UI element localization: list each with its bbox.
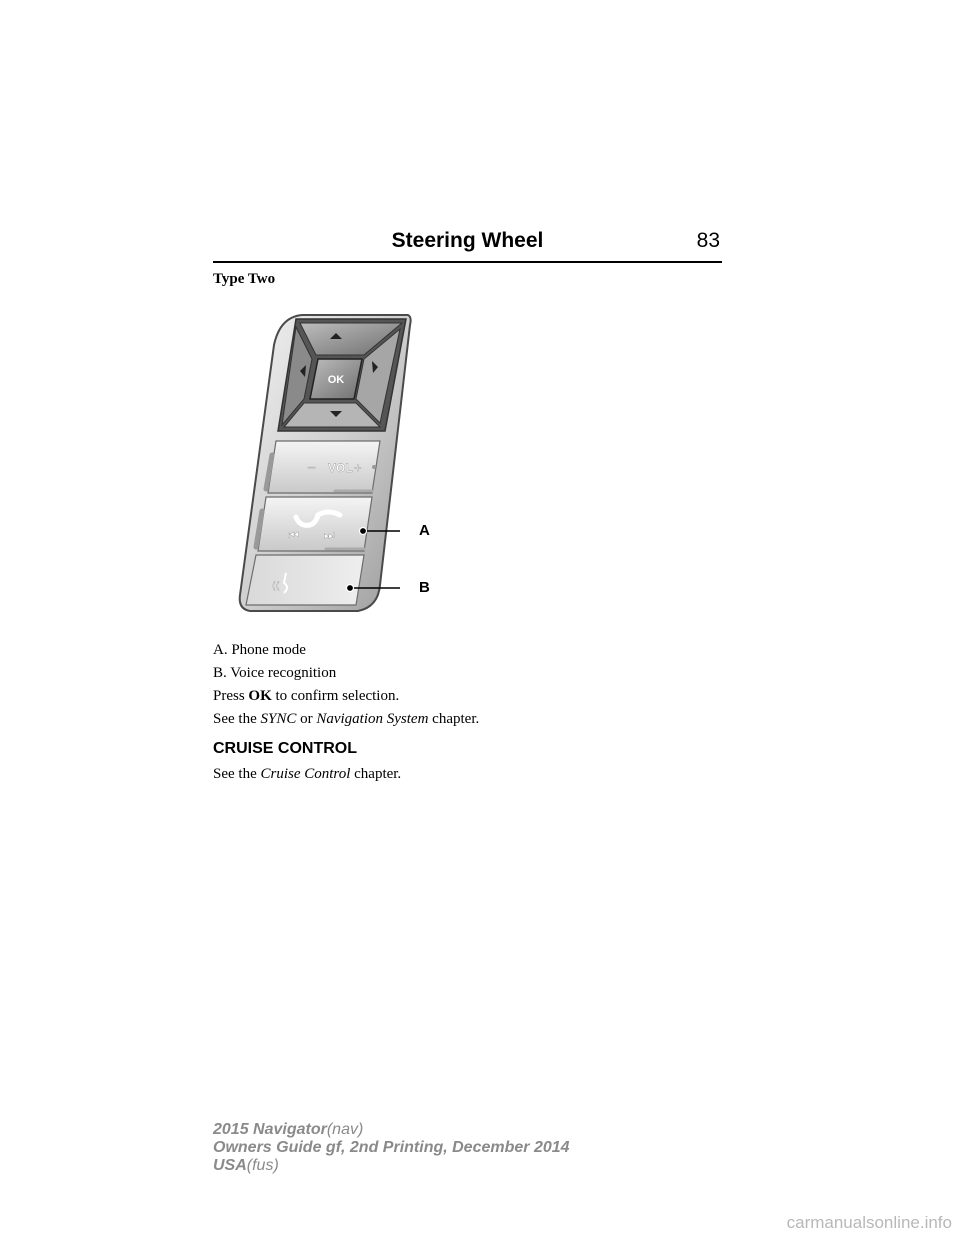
voice-waves-icon: (( <box>272 581 280 592</box>
phone-mode-button[interactable] <box>256 497 372 551</box>
volume-plus-label: + <box>354 460 362 475</box>
legend-item-b: B. Voice recognition <box>213 665 337 681</box>
footer-market-code: (fus) <box>246 1157 279 1174</box>
volume-button[interactable] <box>266 441 380 493</box>
steering-wheel-controls-figure <box>230 305 460 630</box>
legend-item-a: A. Phone mode <box>213 642 306 658</box>
next-track-icon: ⏭ <box>324 528 335 542</box>
page-title: Steering Wheel <box>391 229 544 252</box>
page-number: 83 <box>696 229 720 252</box>
sync-reference: SYNC <box>260 711 297 727</box>
callout-a-label: A <box>419 522 430 539</box>
see-chapter-line: See the SYNC or Navigation System chapter. <box>213 711 480 727</box>
volume-label: VOL <box>328 461 353 475</box>
dpad-block <box>278 319 406 431</box>
footer-model: 2015 Navigator <box>213 1121 327 1138</box>
watermark: carmanualsonline.info <box>786 1213 952 1232</box>
indicator-dot <box>372 465 376 469</box>
cruise-control-heading: CRUISE CONTROL <box>213 740 357 757</box>
footer-model-code: (nav) <box>326 1121 364 1138</box>
volume-minus-label: – <box>308 459 316 474</box>
callout-b-label: B <box>419 579 430 596</box>
voice-recognition-button[interactable] <box>246 555 364 605</box>
ok-key: OK <box>248 688 272 704</box>
page-header <box>213 229 722 263</box>
press-ok-line: Press OK to confirm selection. <box>213 688 400 704</box>
cruise-control-reference-line: See the Cruise Control chapter. <box>213 766 402 782</box>
previous-track-icon: ⏮ <box>288 528 299 542</box>
type-two-heading: Type Two <box>213 271 276 287</box>
ok-label: OK <box>327 374 345 386</box>
footer-market: USA <box>213 1157 247 1174</box>
page-footer <box>213 1121 570 1175</box>
navigation-system-reference: Navigation System <box>316 711 429 727</box>
footer-guide: Owners Guide gf, 2nd Printing, December 2014 <box>213 1139 570 1156</box>
cruise-control-reference: Cruise Control <box>260 766 351 782</box>
